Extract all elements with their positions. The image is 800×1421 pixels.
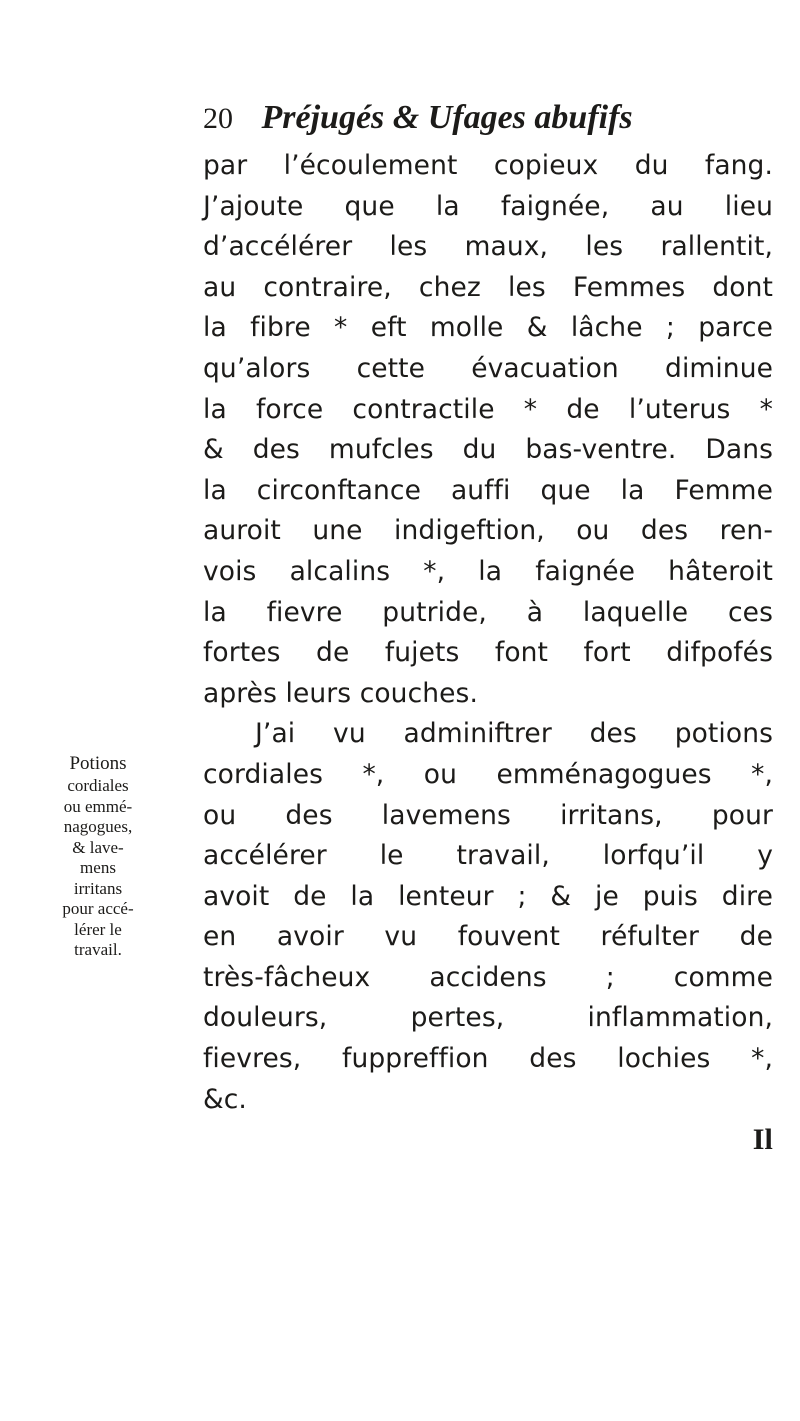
- text-line: J’ai vu adminiftrer des potions: [255, 718, 773, 750]
- text-line: en avoir vu fouvent réfulter de: [203, 921, 773, 953]
- margin-note-line: mens: [80, 858, 116, 877]
- margin-note: [48, 752, 148, 961]
- margin-note-line: ou emmé-: [63, 796, 133, 816]
- text-line: la force contractile * de l’uterus *: [203, 393, 773, 425]
- text-line: après leurs couches.: [203, 677, 478, 709]
- text-line: J’ajoute que la faignée, au lieu: [203, 190, 773, 222]
- margin-note-line: irritans: [73, 878, 123, 898]
- page-number: 20: [203, 102, 233, 135]
- text-line: auroit une indigeftion, ou des ren-: [203, 515, 773, 547]
- text-line: ou des lavemens irritans, pour: [203, 799, 773, 831]
- text-line: & des mufcles du bas-ventre. Dans: [203, 434, 773, 466]
- text-line: fortes de fujets font fort difpofés: [203, 637, 773, 669]
- margin-note-line: pour accé-: [62, 899, 134, 918]
- text-line: la fievre putride, à laquelle ces: [203, 596, 773, 628]
- running-head: [203, 96, 633, 140]
- text-line: &c.: [203, 1083, 247, 1115]
- text-line: cordiales *, ou emménagogues *,: [203, 758, 773, 790]
- margin-note-line: Potions: [69, 753, 127, 774]
- text-line: qu’alors cette évacuation diminue: [203, 352, 773, 384]
- margin-note-line: cordiales: [67, 776, 129, 795]
- text-line: la circonftance auffi que la Femme: [203, 474, 773, 506]
- margin-note-line: lérer le: [74, 919, 122, 939]
- text-line: la fibre * eft molle & lâche ; parce: [203, 312, 773, 344]
- text-line: avoit de la lenteur ; & je puis dire: [203, 880, 773, 912]
- text-line: accélérer le travail, lorfqu’il y: [203, 840, 773, 872]
- margin-note-line: travail.: [74, 940, 122, 959]
- text-line: fievres, fuppreffion des lochies *,: [203, 1043, 773, 1075]
- margin-note-line: & lave-: [72, 837, 124, 857]
- text-line: par l’écoulement copieux du fang.: [203, 150, 773, 181]
- body-text: [203, 146, 773, 1161]
- margin-note-line: nagogues,: [63, 817, 133, 836]
- text-line: douleurs, pertes, inflammation,: [203, 1002, 773, 1034]
- text-line: très-fâcheux accidens ; comme: [203, 961, 773, 993]
- running-title: Préjugés & Ufages abufifs: [261, 99, 633, 136]
- catchword: Il: [752, 1123, 773, 1157]
- text-line: au contraire, chez les Femmes dont: [203, 271, 773, 303]
- text-line: vois alcalins *, la faignée hâteroit: [203, 555, 773, 587]
- text-line: d’accélérer les maux, les rallentit,: [203, 231, 773, 263]
